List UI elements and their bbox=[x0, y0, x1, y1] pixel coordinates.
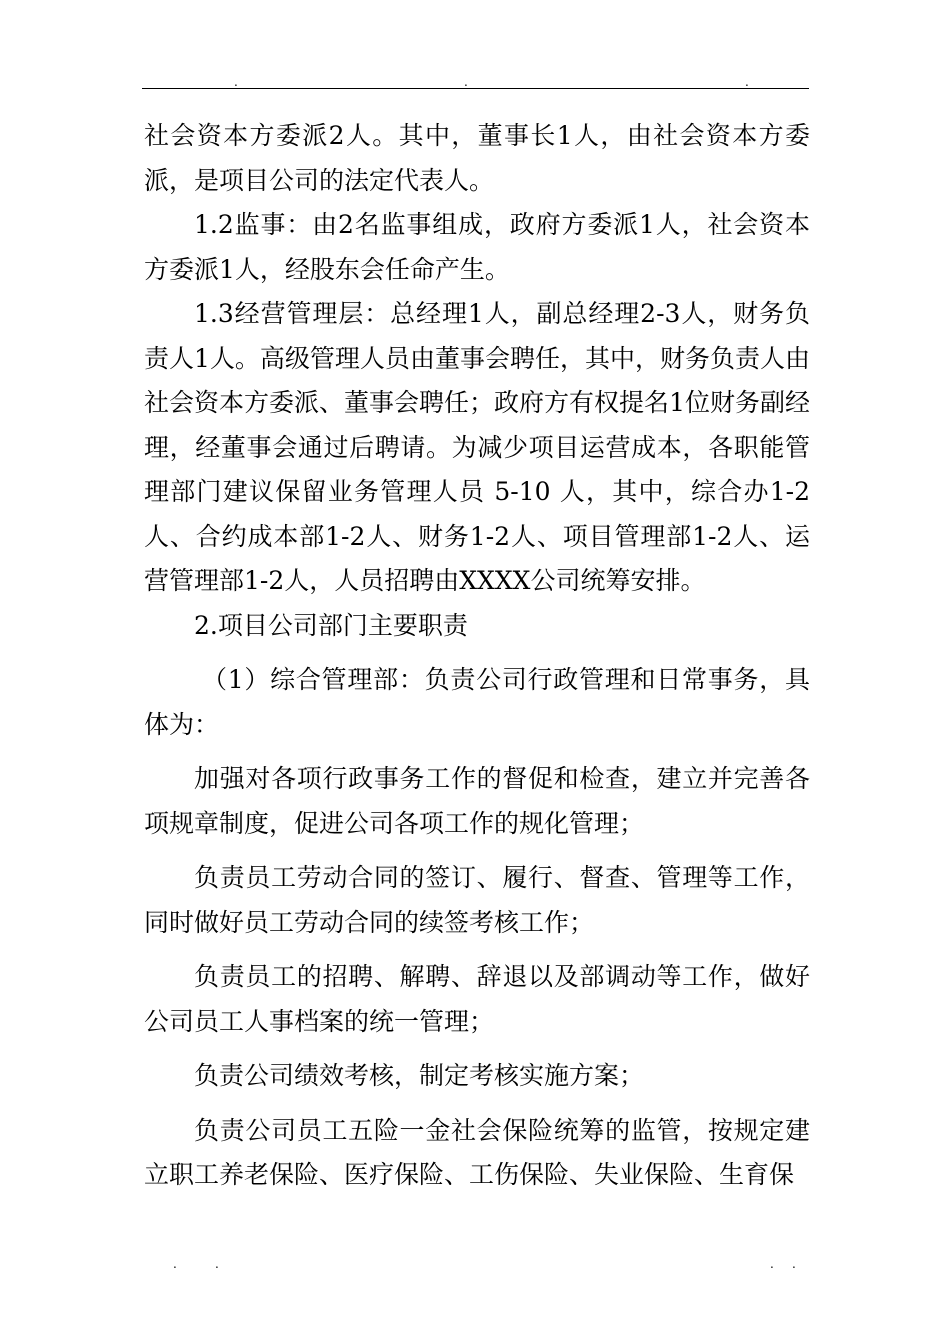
paragraph: 1.3经营管理层：总经理1人，副总经理2-3人，财务负责人1人。高级管理人员由董事会聘任，其中，财务负责人由社会资本方委派、董事会聘任；政府方有权提名1位财务副经理，经董事会通过后聘请。为减少项目运营成本，各职能管理部门建议保留业务管理人员 5-10 人，其中，综合办1-2人、合约成本部1-2人、财务1-2人、项目管理部1-2人、运营管理部1-2人，人员招聘由XXXX公司统筹安排。 bbox=[144, 299, 810, 595]
paragraph: 负责员工劳动合同的签订、履行、督查、管理等工作，同时做好员工劳动合同的续签考核工作； bbox=[144, 863, 810, 937]
footer-dot: . bbox=[173, 1257, 177, 1271]
document-body bbox=[144, 114, 810, 1198]
paragraph: 社会资本方委派2人。其中，董事长1人，由社会资本方委派，是项目公司的法定代表人。 bbox=[144, 121, 810, 195]
header-dot: . bbox=[464, 75, 468, 89]
header-dot: . bbox=[234, 75, 238, 89]
header-dot: . bbox=[745, 75, 749, 89]
section-heading: 2.项目公司部门主要职责 bbox=[194, 610, 468, 640]
paragraph: 负责公司员工五险一金社会保险统筹的监管，按规定建立职工养老保险、医疗保险、工伤保险、失业保险、生育保 bbox=[144, 1115, 810, 1189]
footer-dot: . bbox=[215, 1257, 219, 1271]
footer-dot: . bbox=[770, 1257, 774, 1271]
paragraph: 1.2监事：由2名监事组成，政府方委派1人，社会资本方委派1人，经股东会任命产生。 bbox=[144, 210, 810, 284]
paragraph: 负责员工的招聘、解聘、辞退以及部调动等工作，做好公司员工人事档案的统一管理； bbox=[144, 962, 810, 1036]
footer-dot: . bbox=[792, 1257, 796, 1271]
paragraph: （1）综合管理部：负责公司行政管理和日常事务，具体为： bbox=[144, 665, 810, 739]
paragraph: 负责公司绩效考核，制定考核实施方案； bbox=[194, 1061, 645, 1090]
header-rule bbox=[142, 88, 809, 89]
paragraph: 加强对各项行政事务工作的督促和检查，建立并完善各项规章制度，促进公司各项工作的规化管理； bbox=[144, 764, 810, 838]
